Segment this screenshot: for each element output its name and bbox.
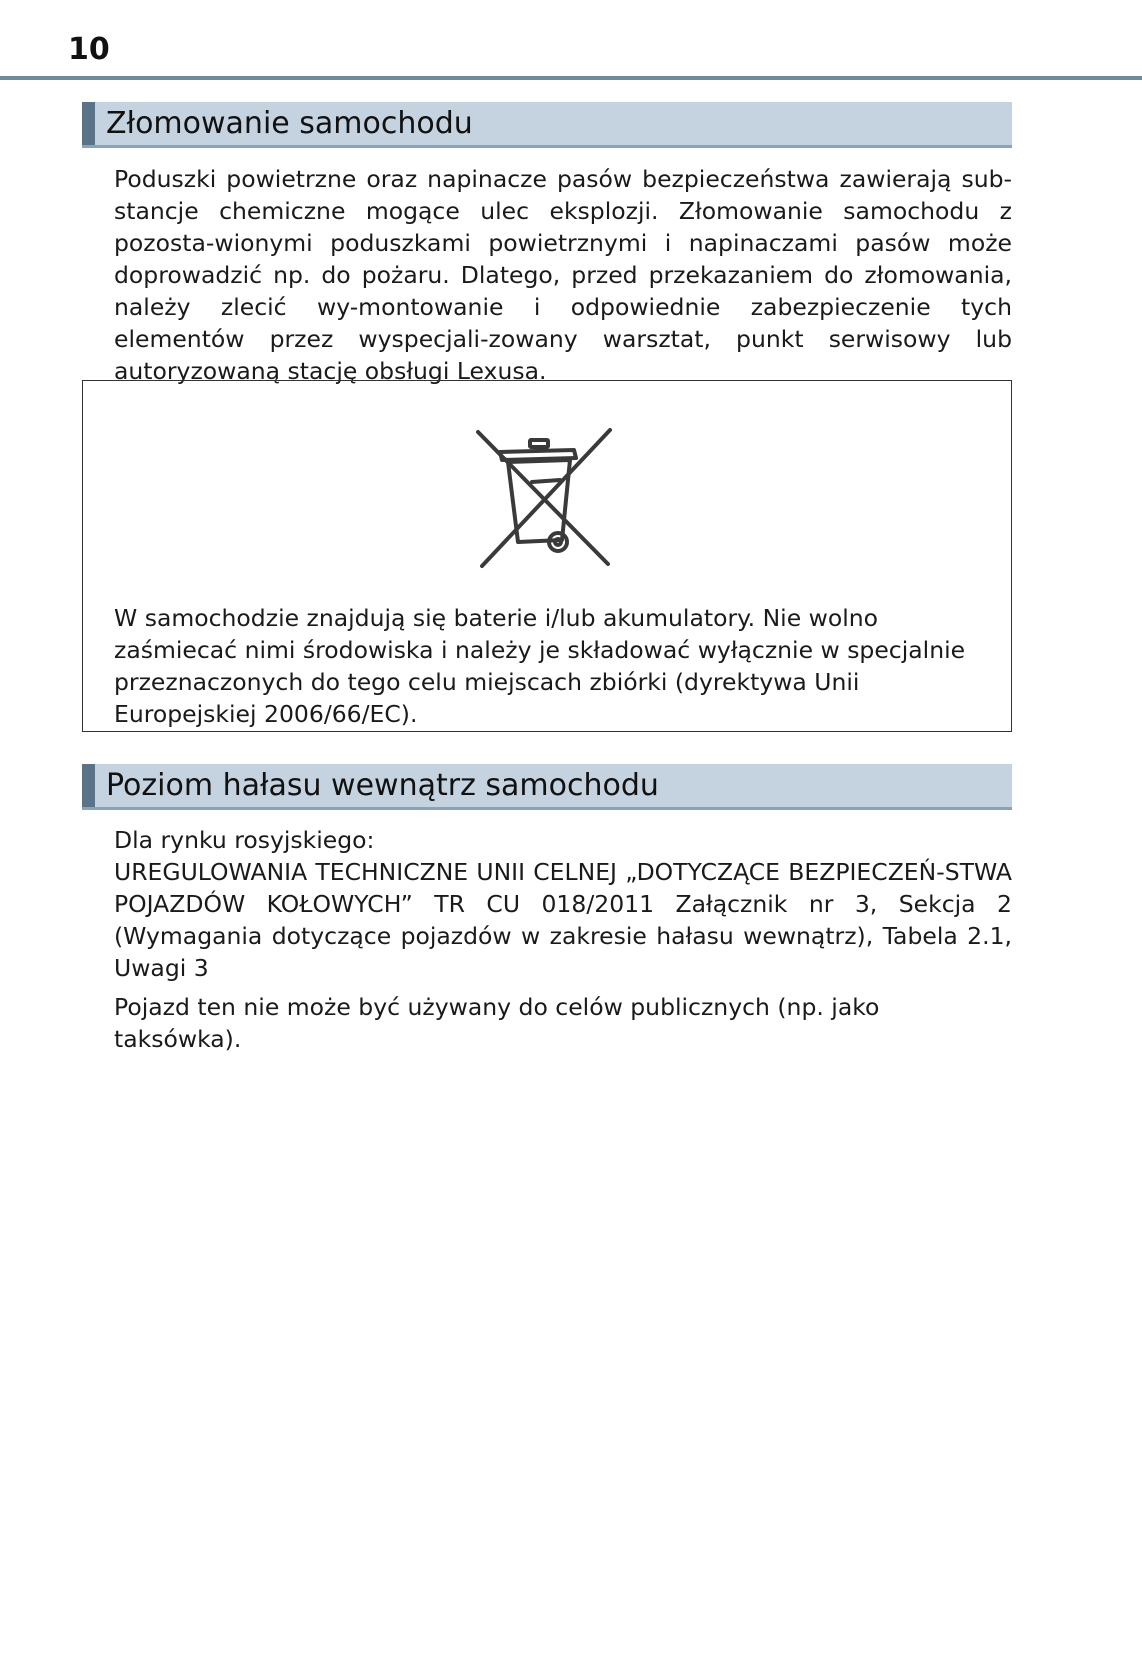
noise-market-label: Dla rynku rosyjskiego:: [114, 826, 375, 854]
section-header-accent: [82, 764, 95, 807]
crossed-out-wheelie-bin-icon: [470, 424, 618, 572]
section-header-accent: [82, 102, 95, 145]
scrapping-paragraph: Poduszki powietrzne oraz napinacze pasów bezpieczeństwa zawierają sub-stancje chemiczne mogące ulec eksplozji. Złomowanie samochodu z pozosta-wionymi poduszkami powietrznymi i napinaczami pasów może doprowadzić np. do pożaru. Dlatego, przed przekazaniem do złomowania, należy zlecić wy-montowanie i odpowiednie zabezpieczenie tych elementów przez wyspecjali-zowany warsztat, punkt serwisowy lub autoryzowaną stację obsługi Lexusa.: [114, 165, 1012, 385]
section-header-scrapping: [82, 102, 1012, 148]
battery-notice-text: W samochodzie znajdują się baterie i/lub akumulatory. Nie wolno zaśmiecać nimi środowiska i należy je składować wyłącznie w specjalnie przeznaczonych do tego celu miejscach zbiórki (dyrektywa Unii Europejskiej 2006/66/EC).: [114, 604, 966, 728]
section-title-scrapping: Złomowanie samochodu: [106, 106, 473, 141]
section-title-noise: Poziom hałasu wewnątrz samochodu: [106, 768, 659, 803]
header-rule: [0, 76, 1142, 80]
noise-regulation-text: UREGULOWANIA TECHNICZNE UNII CELNEJ „DOTYCZĄCE BEZPIECZEŃ-STWA POJAZDÓW KOŁOWYCH” TR CU 018/2011 Załącznik nr 3, Sekcja 2 (Wymagania dotyczące pojazdów w zakresie hałasu wewnątrz), Tabela 2.1, Uwagi 3: [114, 858, 1012, 982]
section-header-noise: [82, 764, 1012, 810]
page-number: 10: [68, 32, 110, 67]
noise-usage-note: Pojazd ten nie może być używany do celów publicznych (np. jako taksówka).: [114, 993, 880, 1053]
